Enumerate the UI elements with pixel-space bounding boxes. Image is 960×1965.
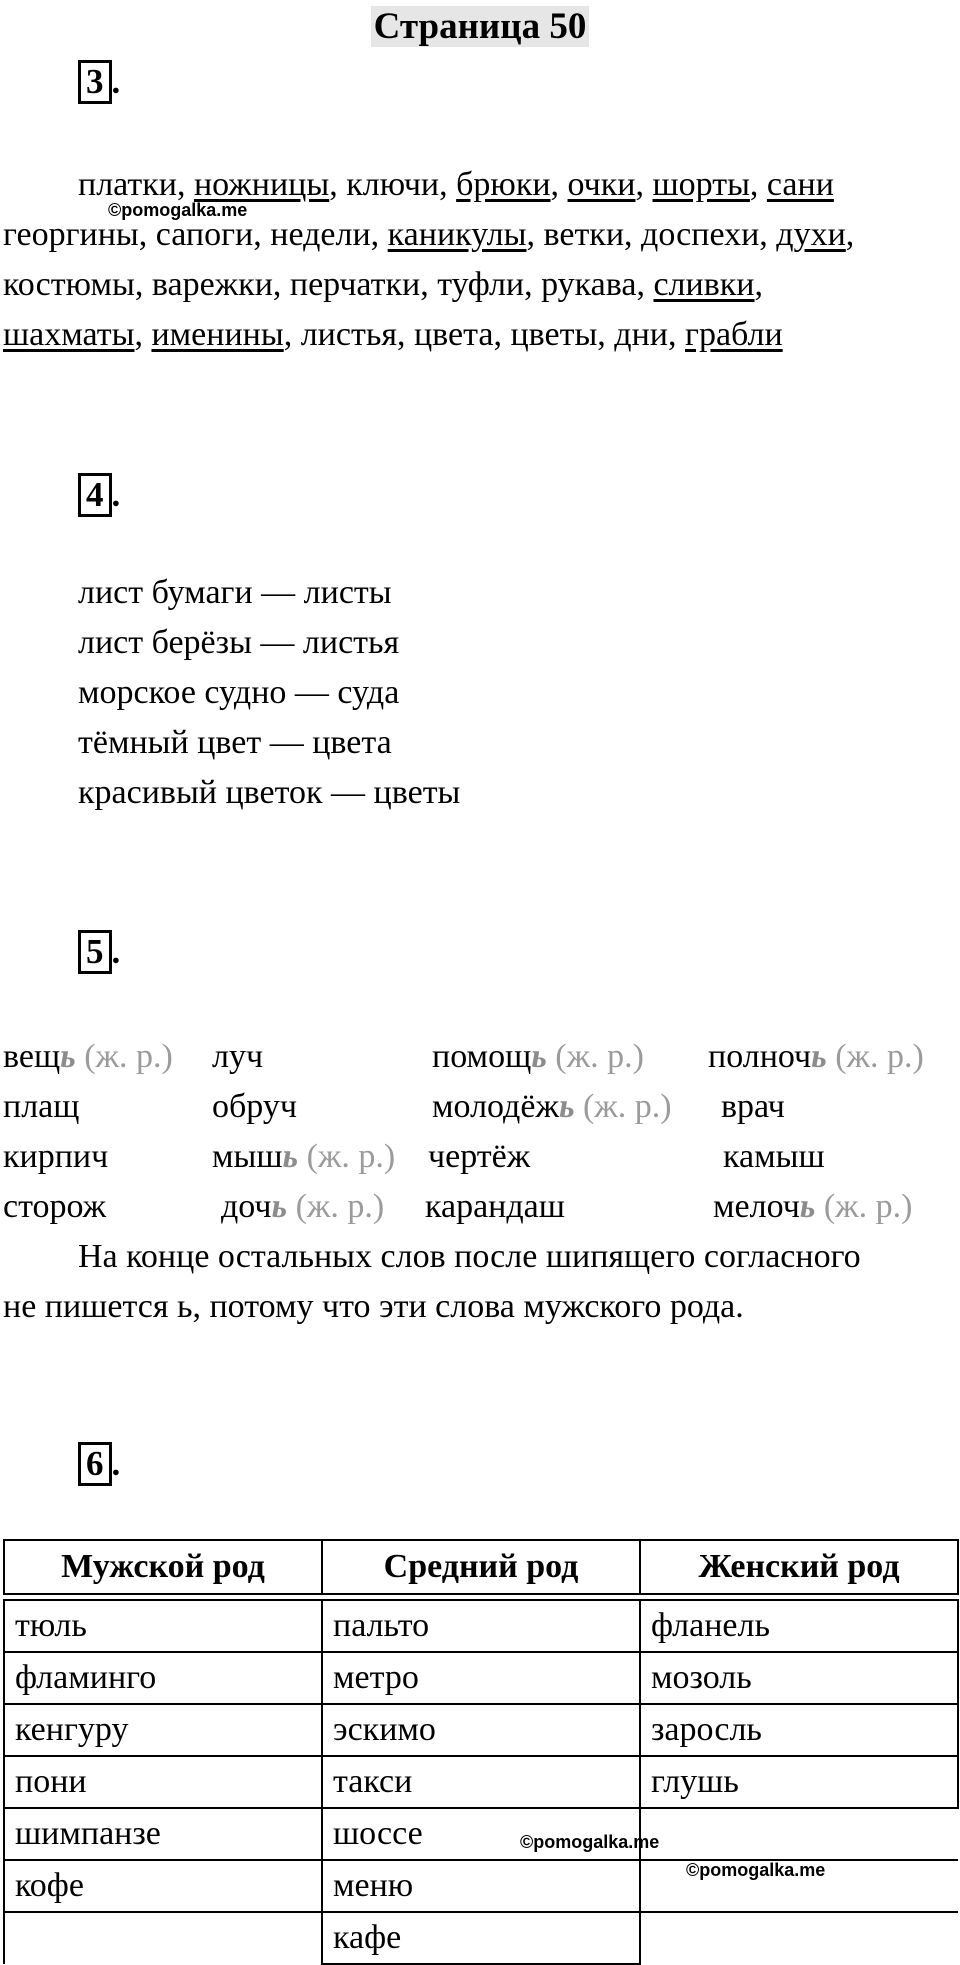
soft-sign: ь (271, 1188, 288, 1225)
exercise-6-number: 6 . (78, 1442, 120, 1486)
table-cell: меню (322, 1860, 640, 1912)
word-item (212, 1082, 297, 1132)
word-stem: вещ (3, 1038, 61, 1075)
underlined-word: шорты (652, 166, 750, 203)
underlined-word: духи (776, 216, 846, 253)
underlined-word: каникулы (387, 216, 527, 253)
exercise-5-number: 5 . (78, 930, 120, 974)
word-item (432, 1032, 644, 1082)
exercise-4-line: морское судно — суда (78, 674, 400, 711)
exercise-4-line: тёмный цвет — цвета (78, 724, 392, 761)
exercise-3-number: 3 . (78, 60, 120, 104)
soft-sign: ь (558, 1088, 575, 1125)
table-cell: метро (322, 1652, 640, 1704)
text-segment: , (754, 266, 763, 303)
text-segment: костюмы, варежки, перчатки, туфли, рукава, (3, 266, 654, 303)
word-item (3, 1132, 108, 1182)
exercise-4-line: лист бумаги — листы (78, 574, 392, 611)
table-cell (640, 1912, 958, 1964)
word-item (432, 1082, 672, 1132)
word-stem: мыш (212, 1138, 283, 1175)
table-cell: тюль (4, 1600, 322, 1652)
text-segment: , листья, цвета, цветы, дни, (283, 316, 685, 353)
word-stem: доч (221, 1188, 272, 1225)
table-row (4, 1808, 958, 1860)
text-segment: , (635, 166, 653, 203)
soft-sign: ь (799, 1188, 816, 1225)
word-stem: плащ (3, 1088, 80, 1125)
table-cell: кенгуру (4, 1704, 322, 1756)
table-cell: такси (322, 1756, 640, 1808)
word-item (3, 1182, 106, 1232)
soft-sign: ь (60, 1038, 76, 1075)
gender-mark: (ж. р.) (306, 1138, 396, 1175)
gender-mark: (ж. р.) (555, 1038, 644, 1075)
exercise-3-line (3, 260, 763, 310)
word-stem: карандаш (425, 1188, 565, 1225)
word-item (212, 1032, 263, 1082)
text-segment: , (550, 166, 568, 203)
table-row (4, 1756, 958, 1808)
table-cell: глушь (640, 1756, 958, 1808)
word-item (428, 1132, 530, 1182)
gender-mark: (ж. р.) (823, 1188, 913, 1225)
table-cell: фламинго (4, 1652, 322, 1704)
table-cell: кафе (322, 1912, 640, 1964)
watermark: ©pomogalka.me (108, 200, 248, 220)
underlined-word: шахматы (3, 316, 135, 353)
table-cell (4, 1912, 322, 1964)
word-stem: врач (721, 1088, 785, 1125)
exercise-3-line (3, 310, 783, 360)
text-segment: георгины, сапоги, недели, (3, 216, 388, 253)
table-cell: мозоль (640, 1652, 958, 1704)
word-stem: чертёж (428, 1138, 531, 1175)
exercise-4-line: красивый цветок — цветы (78, 774, 461, 811)
text-segment: платки, (78, 166, 194, 203)
word-stem: кирпич (3, 1138, 109, 1175)
watermark: ©pomogalka.me (520, 1832, 660, 1852)
word-item (221, 1182, 384, 1232)
gender-table (3, 1539, 959, 1965)
gender-mark: (ж. р.) (295, 1188, 385, 1225)
soft-sign: ь (282, 1138, 299, 1175)
word-stem: помощ (432, 1038, 532, 1075)
word-item (713, 1182, 912, 1232)
word-stem: луч (212, 1038, 264, 1075)
word-stem: полноч (708, 1038, 812, 1075)
table-cell: эскимо (322, 1704, 640, 1756)
exercise-5-conclusion: не пишется ь, потому что эти слова мужского рода. (3, 1288, 744, 1325)
word-item (3, 1082, 79, 1132)
underlined-word: именины (151, 316, 284, 353)
word-stem: обруч (212, 1088, 297, 1125)
table-header: Женский род (640, 1540, 958, 1594)
underlined-word: сливки (653, 266, 755, 303)
table-row (4, 1912, 958, 1964)
exercise-5-conclusion: На конце остальных слов после шипящего согласного (78, 1238, 861, 1275)
table-cell: заросль (640, 1704, 958, 1756)
underlined-word: брюки (456, 166, 551, 203)
underlined-word: очки (567, 166, 636, 203)
page-title: Страница 50 (0, 2, 960, 52)
table-cell: пони (4, 1756, 322, 1808)
text-segment: , ключи, (329, 166, 457, 203)
text-segment: , (134, 316, 152, 353)
text-segment: , (845, 216, 855, 253)
soft-sign: ь (531, 1038, 547, 1075)
word-stem: молодёж (432, 1088, 559, 1125)
text-segment: , ветки, доспехи, (526, 216, 777, 253)
underlined-word: ножницы (193, 166, 330, 203)
table-header: Средний род (322, 1540, 640, 1594)
word-stem: камыш (723, 1138, 825, 1175)
word-item (212, 1132, 395, 1182)
word-item (708, 1032, 924, 1082)
underlined-word: сани (766, 166, 834, 203)
table-header: Мужской род (4, 1540, 322, 1594)
soft-sign: ь (811, 1038, 827, 1075)
table-cell: шоссе (322, 1808, 640, 1860)
exercise-4-number: 4 . (78, 473, 120, 517)
text-segment: , (749, 166, 767, 203)
table-cell (640, 1808, 958, 1860)
word-stem: сторож (3, 1188, 107, 1225)
watermark: ©pomogalka.me (686, 1860, 826, 1880)
exercise-4-line: лист берёзы — листья (78, 624, 400, 661)
table-cell: кофе (4, 1860, 322, 1912)
table-cell: фланель (640, 1600, 958, 1652)
table-cell: шимпанзе (4, 1808, 322, 1860)
table-row (4, 1704, 958, 1756)
word-item (721, 1082, 785, 1132)
word-item (723, 1132, 825, 1182)
table-row (4, 1652, 958, 1704)
word-stem: мелоч (713, 1188, 800, 1225)
gender-mark: (ж. р.) (835, 1038, 924, 1075)
table-cell: пальто (322, 1600, 640, 1652)
word-item (3, 1032, 173, 1082)
gender-mark: (ж. р.) (582, 1088, 672, 1125)
word-item (425, 1182, 565, 1232)
underlined-word: грабли (685, 316, 783, 353)
gender-mark: (ж. р.) (84, 1038, 173, 1075)
table-row (4, 1600, 958, 1652)
